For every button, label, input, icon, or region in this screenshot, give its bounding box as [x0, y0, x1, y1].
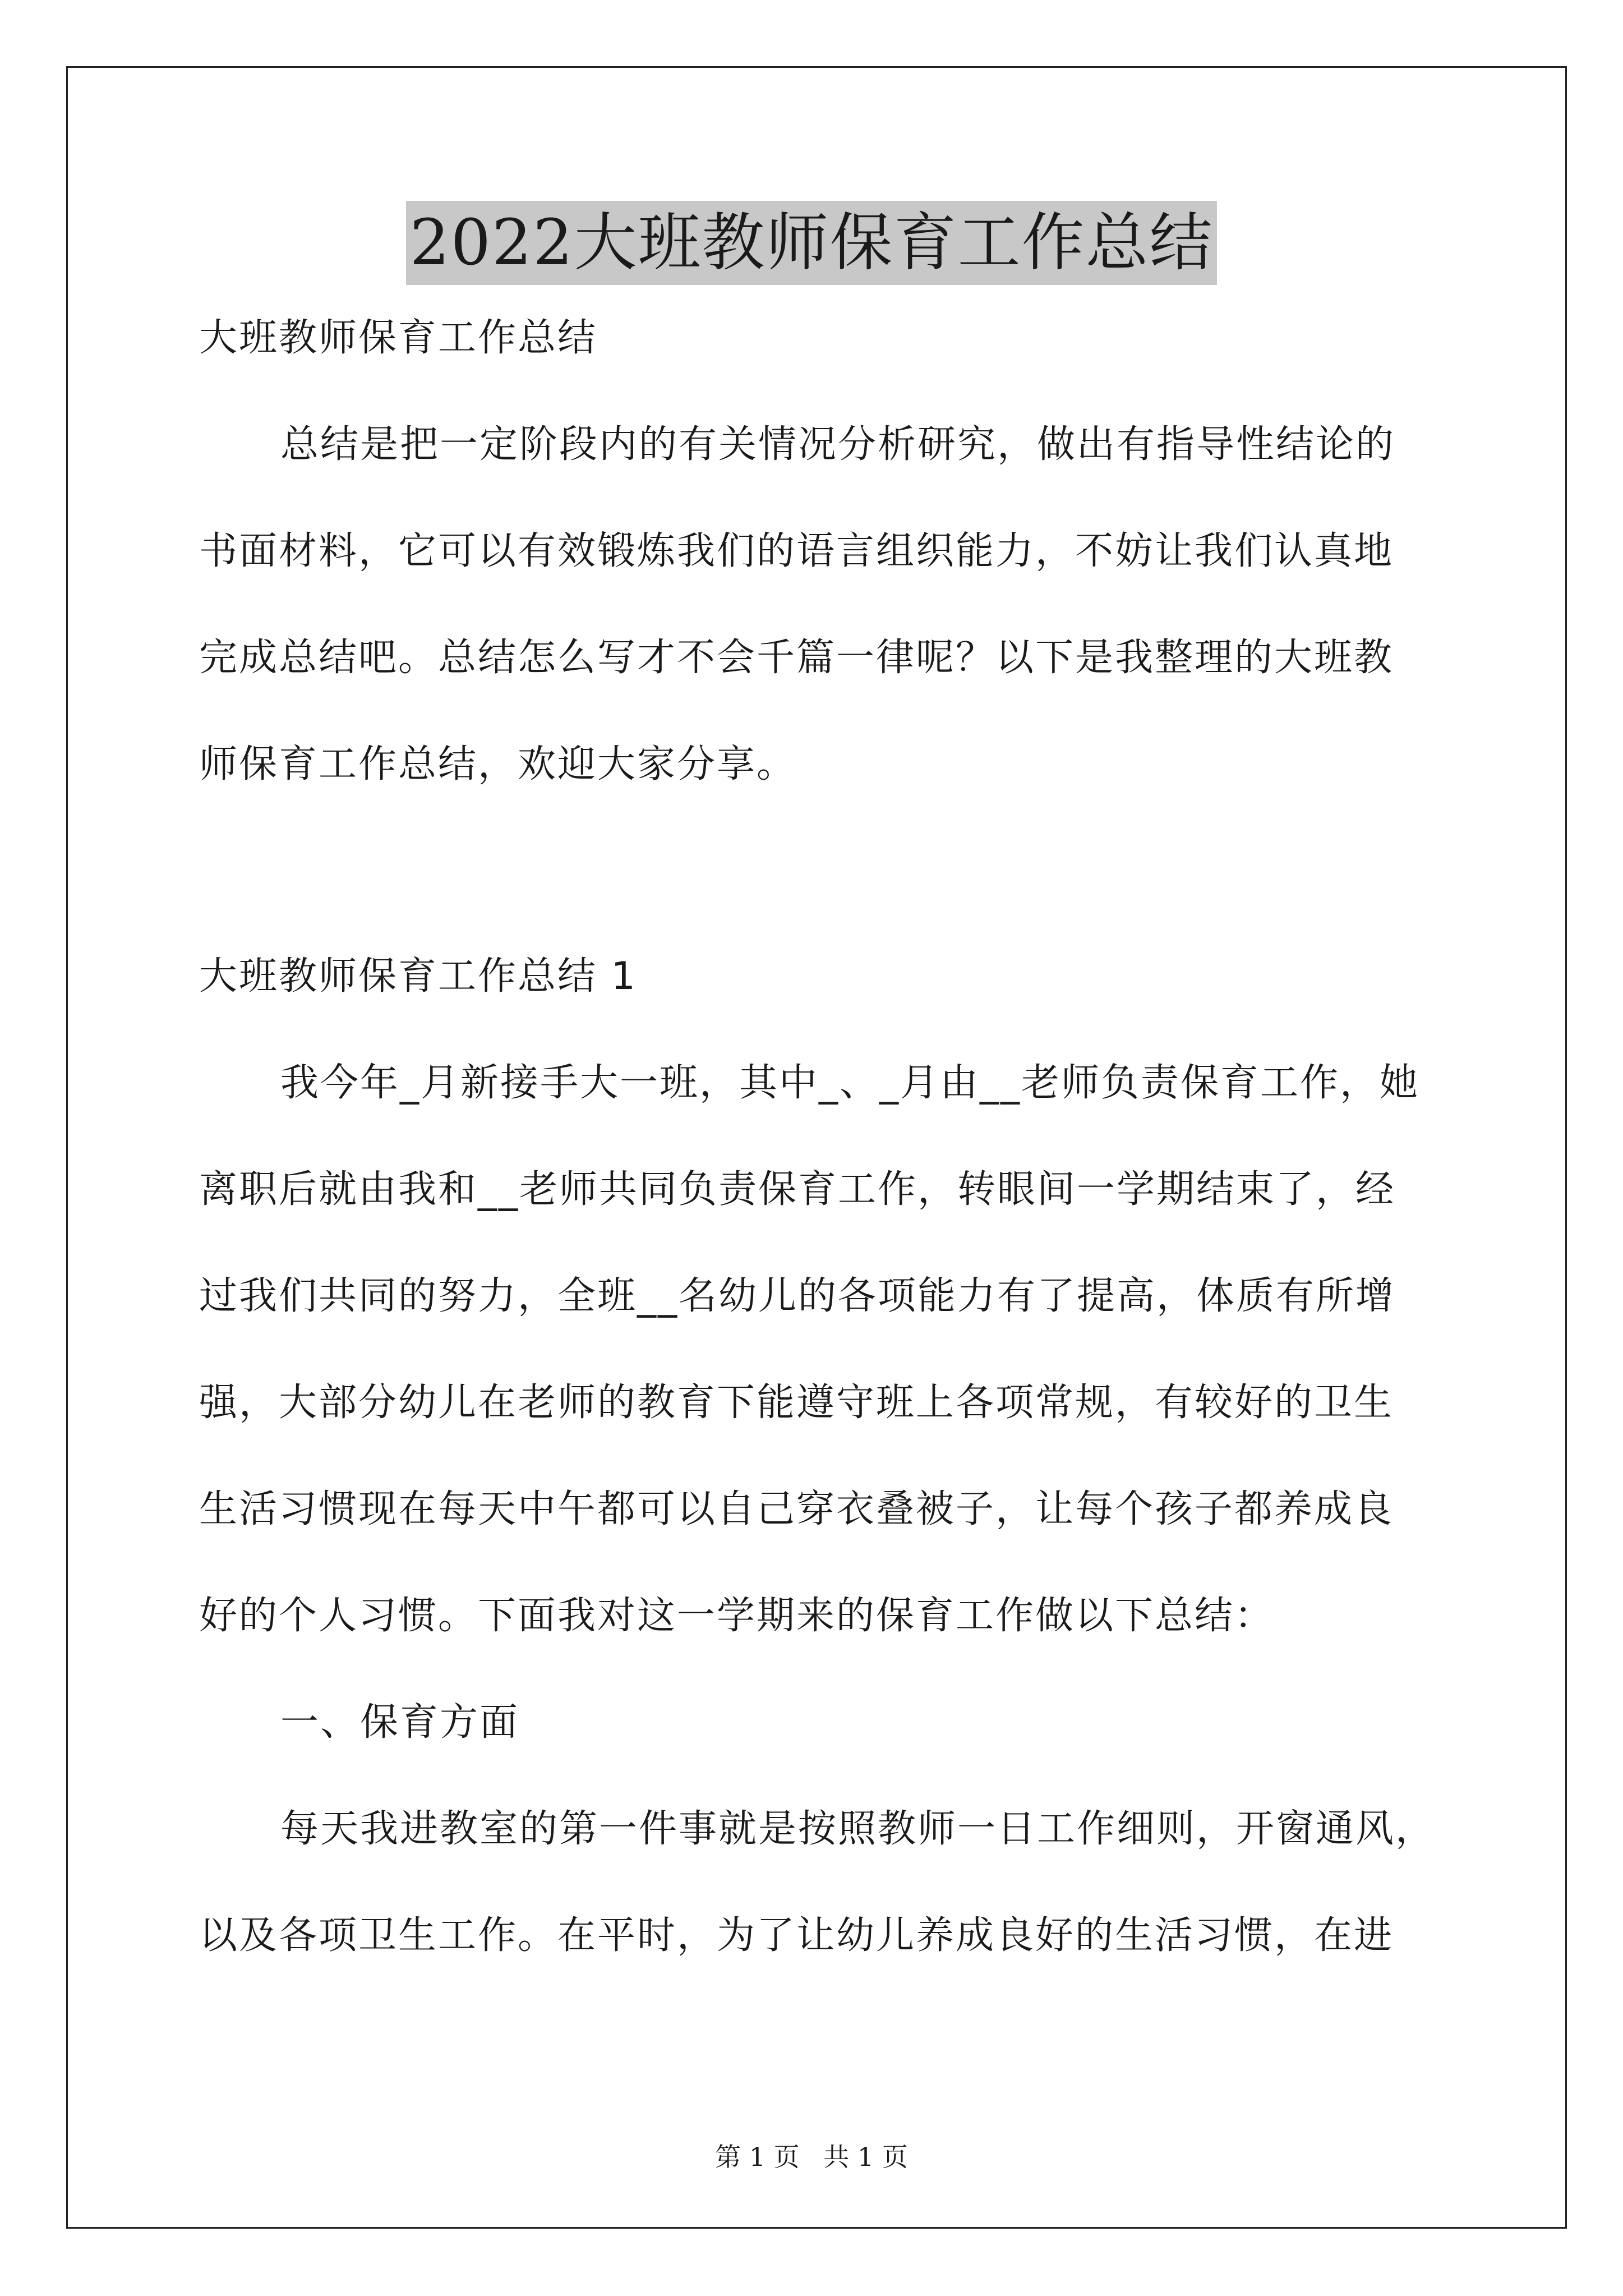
section-line-3: 过我们共同的努力，全班__名幼儿的各项能力有了提高，体质有所增 — [199, 1274, 1396, 1318]
page-total: 共 1 页 — [823, 2142, 908, 2172]
title-container — [0, 201, 1623, 285]
section-line-2: 离职后就由我和__老师共同负责保育工作，转眼间一学期结束了，经 — [199, 1167, 1396, 1212]
intro-line-3: 完成总结吧。总结怎么写才不会千篇一律呢？以下是我整理的大班教 — [199, 636, 1394, 680]
care-line-1: 每天我进教室的第一件事就是按照教师一日工作细则，开窗通风， — [280, 1807, 1436, 1851]
intro-line-2: 书面材料，它可以有效锻炼我们的语言组织能力，不妨让我们认真地 — [199, 529, 1394, 573]
intro-line-4: 师保育工作总结，欢迎大家分享。 — [199, 742, 797, 786]
section-line-1: 我今年_月新接手大一班，其中_、_月由__老师负责保育工作，她 — [280, 1061, 1420, 1105]
care-line-2: 以及各项卫生工作。在平时，为了让幼儿养成良好的生活习惯，在进 — [199, 1913, 1394, 1958]
heading-care: 一、保育方面 — [280, 1700, 520, 1745]
section-line-6: 好的个人习惯。下面我对这一学期来的保育工作做以下总结： — [199, 1594, 1275, 1638]
document-body — [199, 311, 1436, 1963]
section-line-5: 生活习惯现在每天中午都可以自己穿衣叠被子，让每个孩子都养成良 — [199, 1487, 1394, 1531]
document-title: 2022大班教师保育工作总结 — [406, 201, 1216, 285]
section-title: 大班教师保育工作总结 1 — [199, 954, 637, 999]
intro-line-1: 总结是把一定阶段内的有关情况分析研究，做出有指导性结论的 — [280, 422, 1396, 467]
page-footer — [0, 2140, 1623, 2174]
page-number: 第 1 页 — [715, 2142, 800, 2172]
section-line-4: 强，大部分幼儿在老师的教育下能遵守班上各项常规，有较好的卫生 — [199, 1381, 1394, 1425]
subtitle: 大班教师保育工作总结 — [199, 316, 598, 360]
